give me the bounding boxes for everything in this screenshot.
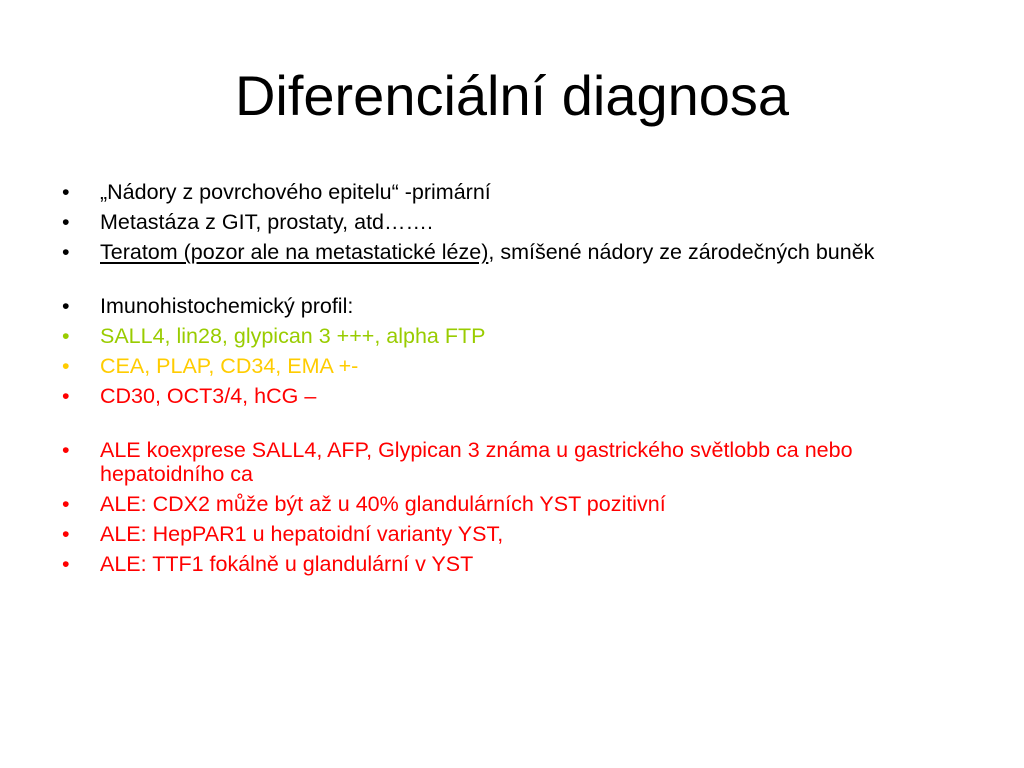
- bullet-icon: •: [62, 354, 70, 378]
- list-item-text: CEA, PLAP, CD34, EMA +-: [100, 354, 359, 378]
- list-item-text: ALE: HepPAR1 u hepatoidní varianty YST,: [100, 522, 504, 546]
- bullet-icon: •: [62, 210, 70, 234]
- bullet-icon: •: [62, 438, 70, 462]
- list-item-text: Imunohistochemický profil:: [100, 294, 354, 318]
- bullet-icon: •: [62, 240, 70, 264]
- spacer: [62, 270, 962, 294]
- list-item-red: [62, 384, 962, 408]
- spacer: [62, 414, 962, 438]
- list-item-text: SALL4, lin28, glypican 3 +++, alpha FTP: [100, 324, 486, 348]
- list-item-red: [62, 438, 962, 486]
- list-item-red: [62, 552, 962, 576]
- bullet-icon: •: [62, 324, 70, 348]
- bullet-icon: •: [62, 294, 70, 318]
- list-item: [62, 240, 962, 264]
- list-item-red: [62, 492, 962, 516]
- list-item-text: ALE: TTF1 fokálně u glandulární v YST: [100, 552, 474, 576]
- slide-title: Diferenciální diagnosa: [234, 64, 790, 127]
- list-item-text: , smíšené nádory ze zárodečných buněk: [488, 240, 875, 264]
- list-item: [62, 180, 962, 204]
- list-item: [62, 294, 962, 318]
- list-item-text: CD30, OCT3/4, hCG –: [100, 384, 317, 408]
- list-item-yellow: [62, 354, 962, 378]
- list-item-green: [62, 324, 962, 348]
- bullet-icon: •: [62, 492, 70, 516]
- list-item-text: ALE koexprese SALL4, AFP, Glypican 3 známa u gastrického světlobb ca nebo hepatoidního ca: [100, 438, 853, 486]
- underlined-text: Teratom (pozor ale na metastatické léze): [100, 240, 489, 264]
- bullet-icon: •: [62, 384, 70, 408]
- bullet-icon: •: [62, 522, 70, 546]
- list-item-red: [62, 522, 962, 546]
- list-item-text: „Nádory z povrchového epitelu“ -primární: [100, 180, 491, 204]
- bullet-icon: •: [62, 552, 70, 576]
- bullet-icon: •: [62, 180, 70, 204]
- bullet-list: [62, 180, 962, 582]
- list-item-text: Metastáza z GIT, prostaty, atd…….: [100, 210, 433, 234]
- list-item: [62, 210, 962, 234]
- list-item-text: ALE: CDX2 může být až u 40% glandulárních YST pozitivní: [100, 492, 666, 516]
